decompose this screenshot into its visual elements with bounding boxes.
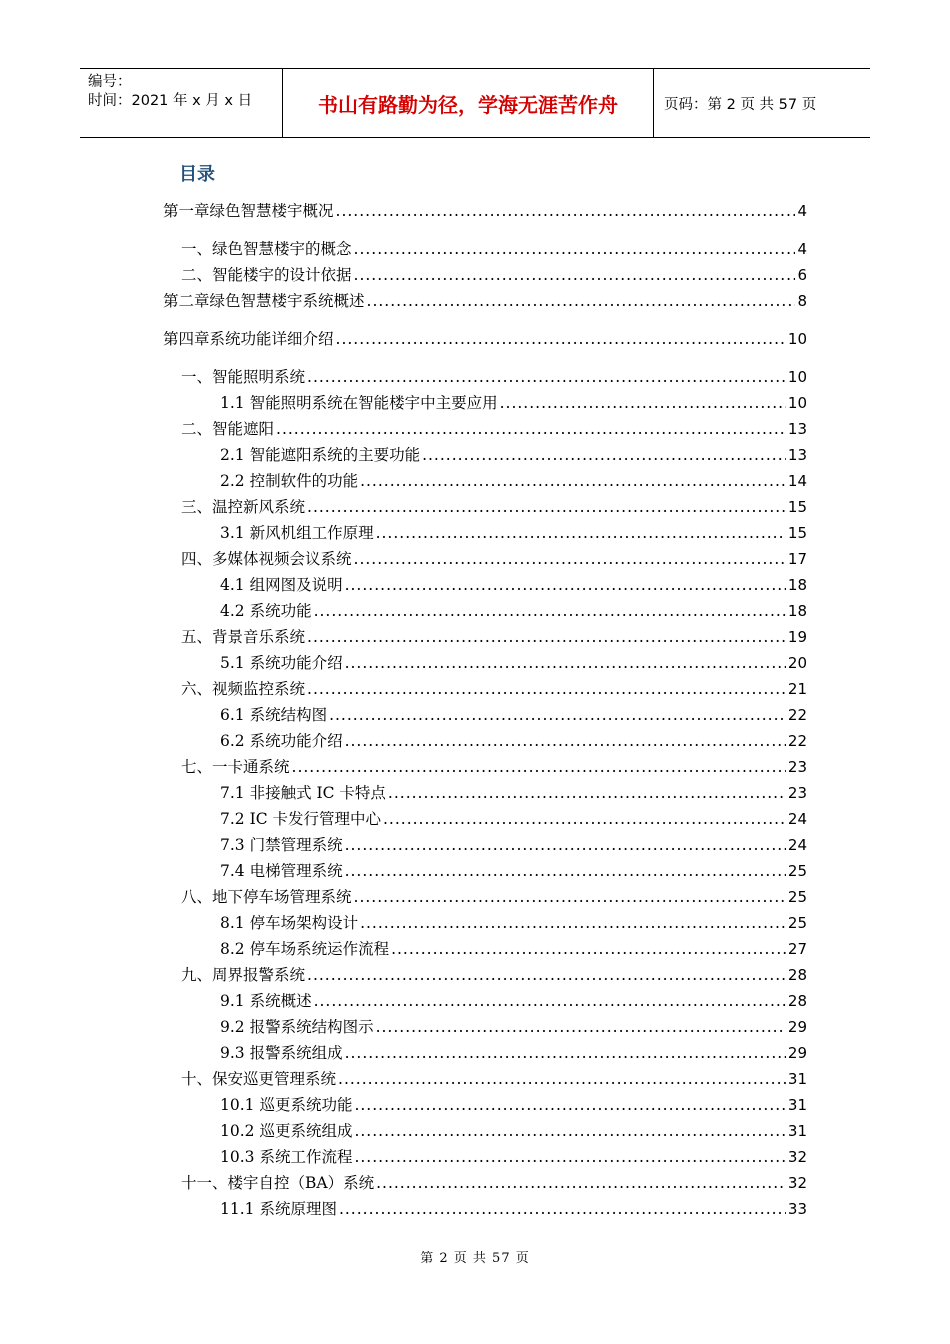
toc-entry[interactable] (220, 392, 807, 414)
toc-entry-page: 18 (787, 602, 807, 620)
toc-entry-page: 15 (787, 498, 807, 516)
toc-entry-page: 29 (787, 1044, 807, 1062)
toc-entry[interactable] (220, 938, 807, 960)
toc-entry-page: 4 (797, 240, 807, 258)
dot-leader (345, 574, 786, 596)
toc-entry-label: 8.1 停车场架构设计 (220, 914, 359, 932)
dot-leader (314, 600, 786, 622)
toc-entry-page: 13 (787, 446, 807, 464)
toc-entry-page: 25 (787, 914, 807, 932)
dot-leader (338, 1068, 786, 1090)
toc-entry-label: 2.1 智能遮阳系统的主要功能 (220, 446, 421, 464)
toc-entry-page: 6 (797, 266, 807, 284)
toc-entry[interactable] (220, 912, 807, 934)
dot-leader (336, 200, 796, 222)
toc-entry[interactable] (220, 730, 807, 752)
toc-entry-page: 28 (787, 966, 807, 984)
toc-entry-label: 十、保安巡更管理系统 (181, 1070, 337, 1088)
toc-entry[interactable] (181, 1068, 807, 1090)
toc-entry[interactable] (181, 678, 807, 700)
dot-leader (360, 470, 786, 492)
toc-entry-page: 28 (787, 992, 807, 1010)
dot-leader (376, 1172, 786, 1194)
toc-entry-page: 22 (787, 706, 807, 724)
toc-entry-label: 4.1 组网图及说明 (220, 576, 343, 594)
toc-entry[interactable] (163, 290, 807, 312)
dot-leader (276, 418, 786, 440)
toc-entry[interactable] (220, 1120, 807, 1142)
toc-entry-page: 23 (787, 784, 807, 802)
toc-entry-page: 31 (787, 1122, 807, 1140)
toc-entry-page: 10 (787, 394, 807, 412)
toc-entry-label: 7.1 非接触式 IC 卡特点 (220, 784, 386, 802)
toc-entry[interactable] (220, 1094, 807, 1116)
toc-entry-page: 4 (797, 202, 807, 220)
toc-entry-label: 11.1 系统原理图 (220, 1200, 337, 1218)
toc-entry-page: 25 (787, 862, 807, 880)
time-label: 时间：2021 年 x 月 x 日 (88, 93, 253, 109)
dot-leader (339, 1198, 786, 1220)
toc-entry-page: 31 (787, 1070, 807, 1088)
toc-entry-page: 23 (787, 758, 807, 776)
toc-entry-page: 31 (787, 1096, 807, 1114)
toc-entry-label: 5.1 系统功能介绍 (220, 654, 343, 672)
dot-leader (292, 756, 786, 778)
toc-entry-label: 9.2 报警系统结构图示 (220, 1018, 374, 1036)
toc-entry[interactable] (220, 860, 807, 882)
dot-leader (307, 496, 786, 518)
toc-entry[interactable] (181, 548, 807, 570)
page-footer: 第 2 页 共 57 页 (420, 1251, 530, 1266)
toc-entry-label: 九、周界报警系统 (181, 966, 306, 984)
toc-entry-label: 二、智能遮阳 (181, 420, 275, 438)
toc-entry-page: 20 (787, 654, 807, 672)
dot-leader (345, 834, 786, 856)
toc-entry[interactable] (220, 470, 807, 492)
toc-entry-label: 八、地下停车场管理系统 (181, 888, 352, 906)
toc-entry-page: 24 (787, 836, 807, 854)
toc-entry-label: 2.2 控制软件的功能 (220, 472, 359, 490)
toc-entry-page: 25 (787, 888, 807, 906)
toc-entry-label: 第四章系统功能详细介绍 (163, 330, 334, 348)
dot-leader (360, 912, 786, 934)
dot-leader (329, 704, 786, 726)
toc-entry-label: 3.1 新风机组工作原理 (220, 524, 374, 542)
toc-entry[interactable] (181, 756, 807, 778)
toc-entry-label: 二、智能楼宇的设计依据 (181, 266, 352, 284)
toc-entry-page: 17 (787, 550, 807, 568)
toc-entry-page: 8 (797, 292, 807, 310)
toc-entry-label: 一、智能照明系统 (181, 368, 306, 386)
toc-entry[interactable] (220, 782, 807, 804)
toc-entry-label: 六、视频监控系统 (181, 680, 306, 698)
toc-entry[interactable] (220, 834, 807, 856)
toc-entry[interactable] (163, 200, 807, 222)
toc-entry[interactable] (220, 444, 807, 466)
dot-leader (376, 1016, 786, 1038)
toc-entry-label: 10.2 巡更系统组成 (220, 1122, 353, 1140)
dot-leader (388, 782, 786, 804)
toc-entry[interactable] (181, 366, 807, 388)
dot-leader (336, 328, 786, 350)
toc-entry-label: 七、一卡通系统 (181, 758, 290, 776)
toc-entry-label: 8.2 停车场系统运作流程 (220, 940, 390, 958)
toc-entry-label: 6.1 系统结构图 (220, 706, 328, 724)
toc-entry-page: 29 (787, 1018, 807, 1036)
toc-entry-label: 10.3 系统工作流程 (220, 1148, 353, 1166)
toc-entry[interactable] (220, 652, 807, 674)
toc-entry-label: 三、温控新风系统 (181, 498, 306, 516)
toc-entry-page: 27 (787, 940, 807, 958)
toc-entry-page: 21 (787, 680, 807, 698)
toc-entry[interactable] (220, 574, 807, 596)
dot-leader (307, 366, 786, 388)
dot-leader (354, 238, 796, 260)
toc-entry-page: 15 (787, 524, 807, 542)
toc-entry[interactable] (181, 496, 807, 518)
dot-leader (307, 626, 786, 648)
toc-entry[interactable] (181, 418, 807, 440)
dot-leader (354, 1146, 785, 1168)
toc-entry-page: 32 (787, 1148, 807, 1166)
toc-entry-page: 19 (787, 628, 807, 646)
dot-leader (354, 548, 786, 570)
toc-entry[interactable] (181, 238, 807, 260)
toc-entry-page: 33 (787, 1200, 807, 1218)
toc-entry-page: 18 (787, 576, 807, 594)
toc-entry[interactable] (220, 990, 807, 1012)
dot-leader (383, 808, 786, 830)
toc-entry[interactable] (181, 964, 807, 986)
toc-entry-label: 十一、楼宇自控（BA）系统 (181, 1174, 375, 1192)
toc-entry[interactable] (220, 1016, 807, 1038)
dot-leader (307, 678, 786, 700)
toc-entry[interactable] (181, 886, 807, 908)
dot-leader (354, 264, 796, 286)
dot-leader (500, 392, 786, 414)
toc-entry-page: 22 (787, 732, 807, 750)
dot-leader (422, 444, 786, 466)
toc-entry-page: 10 (787, 368, 807, 386)
toc-entry-page: 24 (787, 810, 807, 828)
number-label: 编号： (88, 74, 132, 90)
toc-entry[interactable] (181, 626, 807, 648)
dot-leader (391, 938, 786, 960)
toc-entry[interactable] (220, 704, 807, 726)
toc-entry-label: 9.3 报警系统组成 (220, 1044, 343, 1062)
toc-entry[interactable] (220, 1146, 807, 1168)
toc-entry-label: 4.2 系统功能 (220, 602, 312, 620)
toc-entry-page: 14 (787, 472, 807, 490)
toc-entry-label: 一、绿色智慧楼宇的概念 (181, 240, 352, 258)
toc-entry[interactable] (220, 600, 807, 622)
dot-leader (345, 860, 786, 882)
toc-entry[interactable] (181, 1172, 807, 1194)
toc-entry-label: 6.2 系统功能介绍 (220, 732, 343, 750)
toc-title: 目录 (179, 164, 215, 185)
toc-entry-label: 五、背景音乐系统 (181, 628, 306, 646)
toc-entry-label: 1.1 智能照明系统在智能楼宇中主要应用 (220, 394, 498, 412)
toc-entry-page: 32 (787, 1174, 807, 1192)
toc-entry-label: 四、多媒体视频会议系统 (181, 550, 352, 568)
toc-entry-label: 7.3 门禁管理系统 (220, 836, 343, 854)
toc-entry[interactable] (220, 808, 807, 830)
dot-leader (345, 730, 786, 752)
toc-entry-page: 13 (787, 420, 807, 438)
toc-entry-label: 第一章绿色智慧楼宇概况 (163, 202, 334, 220)
toc-entry[interactable] (163, 328, 807, 350)
dot-leader (345, 652, 786, 674)
toc-entry[interactable] (220, 522, 807, 544)
toc-entry[interactable] (220, 1042, 807, 1064)
toc-entry-label: 10.1 巡更系统功能 (220, 1096, 353, 1114)
toc-entry-page: 10 (787, 330, 807, 348)
toc-entry[interactable] (220, 1198, 807, 1220)
header-motto: 书山有路勤为径，学海无涯苦作舟 (282, 69, 654, 137)
dot-leader (367, 290, 796, 312)
toc-entry-label: 第二章绿色智慧楼宇系统概述 (163, 292, 365, 310)
dot-leader (354, 1094, 785, 1116)
header-page-info: 页码：第 2 页 共 57 页 (664, 96, 817, 113)
toc-entry-label: 9.1 系统概述 (220, 992, 312, 1010)
toc-entry-label: 7.2 IC 卡发行管理中心 (220, 810, 381, 828)
dot-leader (307, 964, 786, 986)
dot-leader (314, 990, 786, 1012)
dot-leader (345, 1042, 786, 1064)
toc-entry[interactable] (181, 264, 807, 286)
dot-leader (354, 1120, 785, 1142)
toc-entry-label: 7.4 电梯管理系统 (220, 862, 343, 880)
dot-leader (376, 522, 786, 544)
dot-leader (354, 886, 786, 908)
